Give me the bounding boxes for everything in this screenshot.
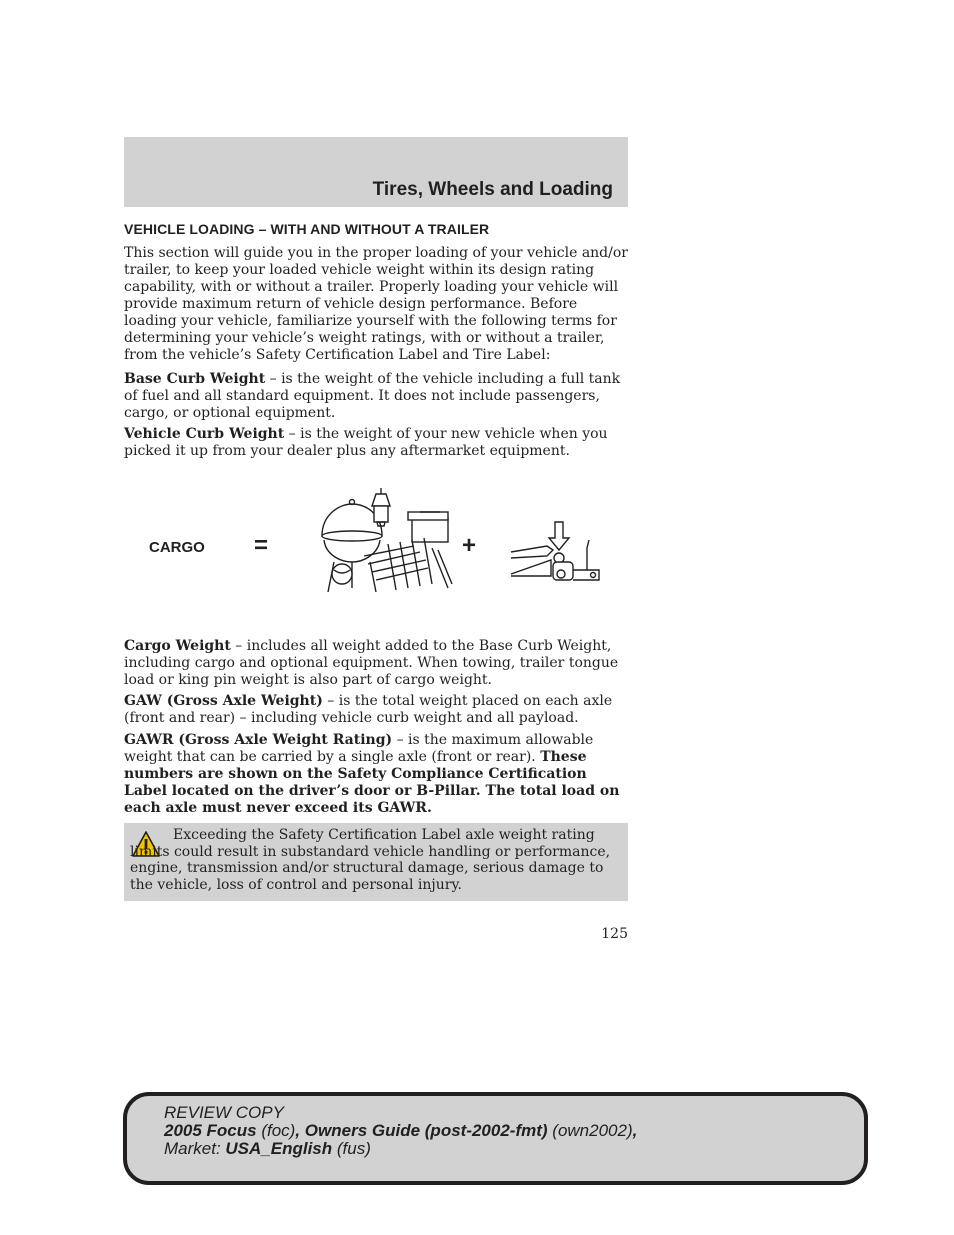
equals-sign: = xyxy=(254,532,269,559)
definition-text: – includes all weight added to the Base Curb Weight, including cargo and optional equipment. When towing, trailer tongue load or king pin weight is also part of cargo weight. xyxy=(124,638,619,688)
definition-term: GAW (Gross Axle Weight) xyxy=(124,693,323,709)
definition-emphasis: These numbers are shown on the Safety Compliance Certification Label located on the driver’s door or B-Pillar. The total load on each axle must never exceed its GAWR. xyxy=(124,749,620,816)
definition-gaw xyxy=(124,693,630,727)
definition-text: – is the weight of the vehicle including a full tank of fuel and all standard equipment. It does not include passengers, cargo, or optional equipment. xyxy=(124,371,621,421)
chapter-header xyxy=(124,137,628,207)
review-footer xyxy=(123,1092,868,1185)
footer-separator: , xyxy=(632,1121,638,1140)
intro-paragraph: This section will guide you in the proper loading of your vehicle and/or trailer, to keep your loaded vehicle weight within its design rating capability, with or without a trailer. Properly loading your vehicle will provide maximum return of vehicle design performance. Before loading your vehicle, familiarize yourself with the following terms for determining your vehicle’s weight ratings, with or without a trailer, from the vehicle’s Safety Certification Label and Tire Label: xyxy=(124,245,628,363)
definition-text: – is the weight of your new vehicle when you picked it up from your dealer plus any aftermarket equipment. xyxy=(124,426,608,459)
definition-term: Cargo Weight xyxy=(124,638,231,654)
footer-market-line xyxy=(164,1140,637,1158)
warning-box xyxy=(124,823,628,901)
footer-model-code: (foc) xyxy=(256,1121,296,1140)
footer-separator: , xyxy=(295,1121,305,1140)
footer-market-label: Market: xyxy=(164,1139,226,1158)
warning-text: Exceeding the Safety Certification Label axle weight rating limits could result in substandard vehicle handling or performance, engine, transmission and/or structural damage, serious damage to the vehicle, loss of control and personal injury. xyxy=(130,827,611,893)
footer-review-line: REVIEW COPY xyxy=(164,1103,284,1122)
definition-cargo-weight xyxy=(124,638,630,689)
footer-market-code: (fus) xyxy=(332,1139,371,1158)
footer-model-line xyxy=(164,1122,637,1140)
page-number: 125 xyxy=(601,926,628,942)
cargo-label: CARGO xyxy=(149,539,205,556)
section-heading: VEHICLE LOADING – WITH AND WITHOUT A TRAILER xyxy=(124,221,490,237)
definition-term: GAWR (Gross Axle Weight Rating) xyxy=(124,732,393,748)
definition-gawr xyxy=(124,732,630,817)
definition-term: Vehicle Curb Weight xyxy=(124,426,285,442)
chapter-title: Tires, Wheels and Loading xyxy=(372,179,613,200)
definition-text: – is the maximum allowable weight that can be carried by a single axle (front or rear). xyxy=(124,732,594,765)
footer-text xyxy=(164,1104,637,1158)
definition-vehicle-curb-weight xyxy=(124,426,630,460)
footer-guide-code: (own2002) xyxy=(547,1121,633,1140)
footer-model: 2005 Focus xyxy=(164,1121,257,1140)
definition-base-curb-weight xyxy=(124,371,630,422)
cargo-items-icon xyxy=(316,488,456,600)
definition-text: – is the total weight placed on each axle (front and rear) – including vehicle curb weight and all payload. xyxy=(124,693,613,726)
definition-term: Base Curb Weight xyxy=(124,371,266,387)
trailer-hitch-icon xyxy=(507,516,603,588)
cargo-figure xyxy=(124,480,628,610)
footer-guide: Owners Guide (post-2002-fmt) xyxy=(304,1121,548,1140)
footer-market: USA_English xyxy=(225,1139,333,1158)
plus-sign: + xyxy=(462,532,477,559)
